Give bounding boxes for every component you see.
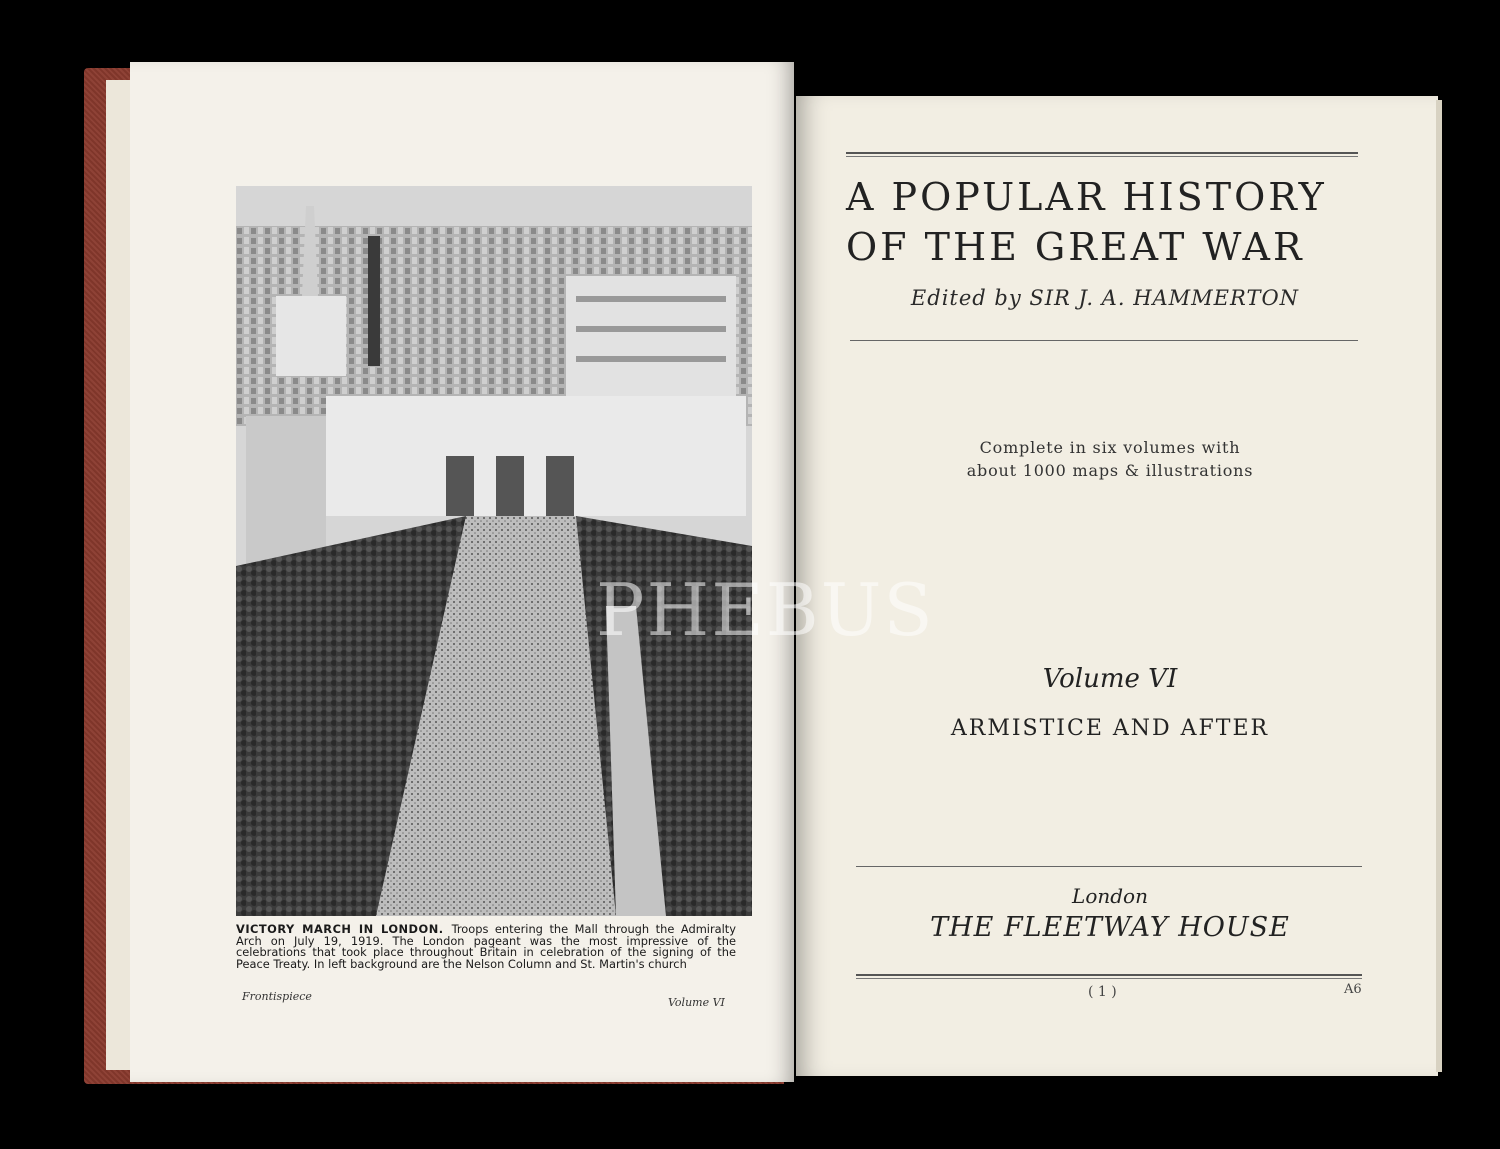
caption-text: Troops entering the Mall through the Admiralty Arch on July 19, 1919. The London pageant was the most impressive of the celebrations that took place throughout Britain in celebration of the signing of the Peace Treaty. In left background are the Nelson Column and St. Martin's church — [236, 922, 736, 971]
victory-march-photo-image — [236, 186, 752, 916]
frontispiece-label: Frontispiece — [242, 990, 312, 1003]
photo-caption — [236, 924, 736, 970]
book-title — [846, 172, 1366, 272]
publisher-name: THE FLEETWAY HOUSE — [930, 912, 1290, 943]
volume-subtitle: ARMISTICE AND AFTER — [950, 716, 1270, 741]
frontispiece-photo — [236, 186, 752, 916]
caption-lead: VICTORY MARCH IN LONDON. — [236, 922, 444, 936]
page-edge — [1436, 100, 1442, 1072]
watermark: PHEBUS — [596, 568, 935, 652]
edition-note-line-2: about 1000 maps & illustrations — [966, 461, 1254, 480]
page-number: ( 1 ) — [1088, 984, 1117, 1000]
left-volume-label: Volume VI — [668, 996, 725, 1009]
imprint-city: London — [1072, 884, 1148, 908]
edition-note-line-1: Complete in six volumes with — [979, 438, 1241, 457]
volume-title: Volume VI — [1042, 664, 1178, 694]
edition-note — [940, 436, 1280, 482]
title-rule — [850, 340, 1358, 341]
signature-mark: A6 — [1344, 982, 1362, 997]
imprint-rule — [856, 866, 1362, 867]
top-rule — [846, 152, 1358, 157]
title-line-1: A POPULAR HISTORY — [846, 175, 1327, 219]
title-line-2: OF THE GREAT WAR — [846, 225, 1305, 269]
bottom-rule — [856, 974, 1362, 979]
editor-line: Edited by SIR J. A. HAMMERTON — [910, 286, 1300, 310]
